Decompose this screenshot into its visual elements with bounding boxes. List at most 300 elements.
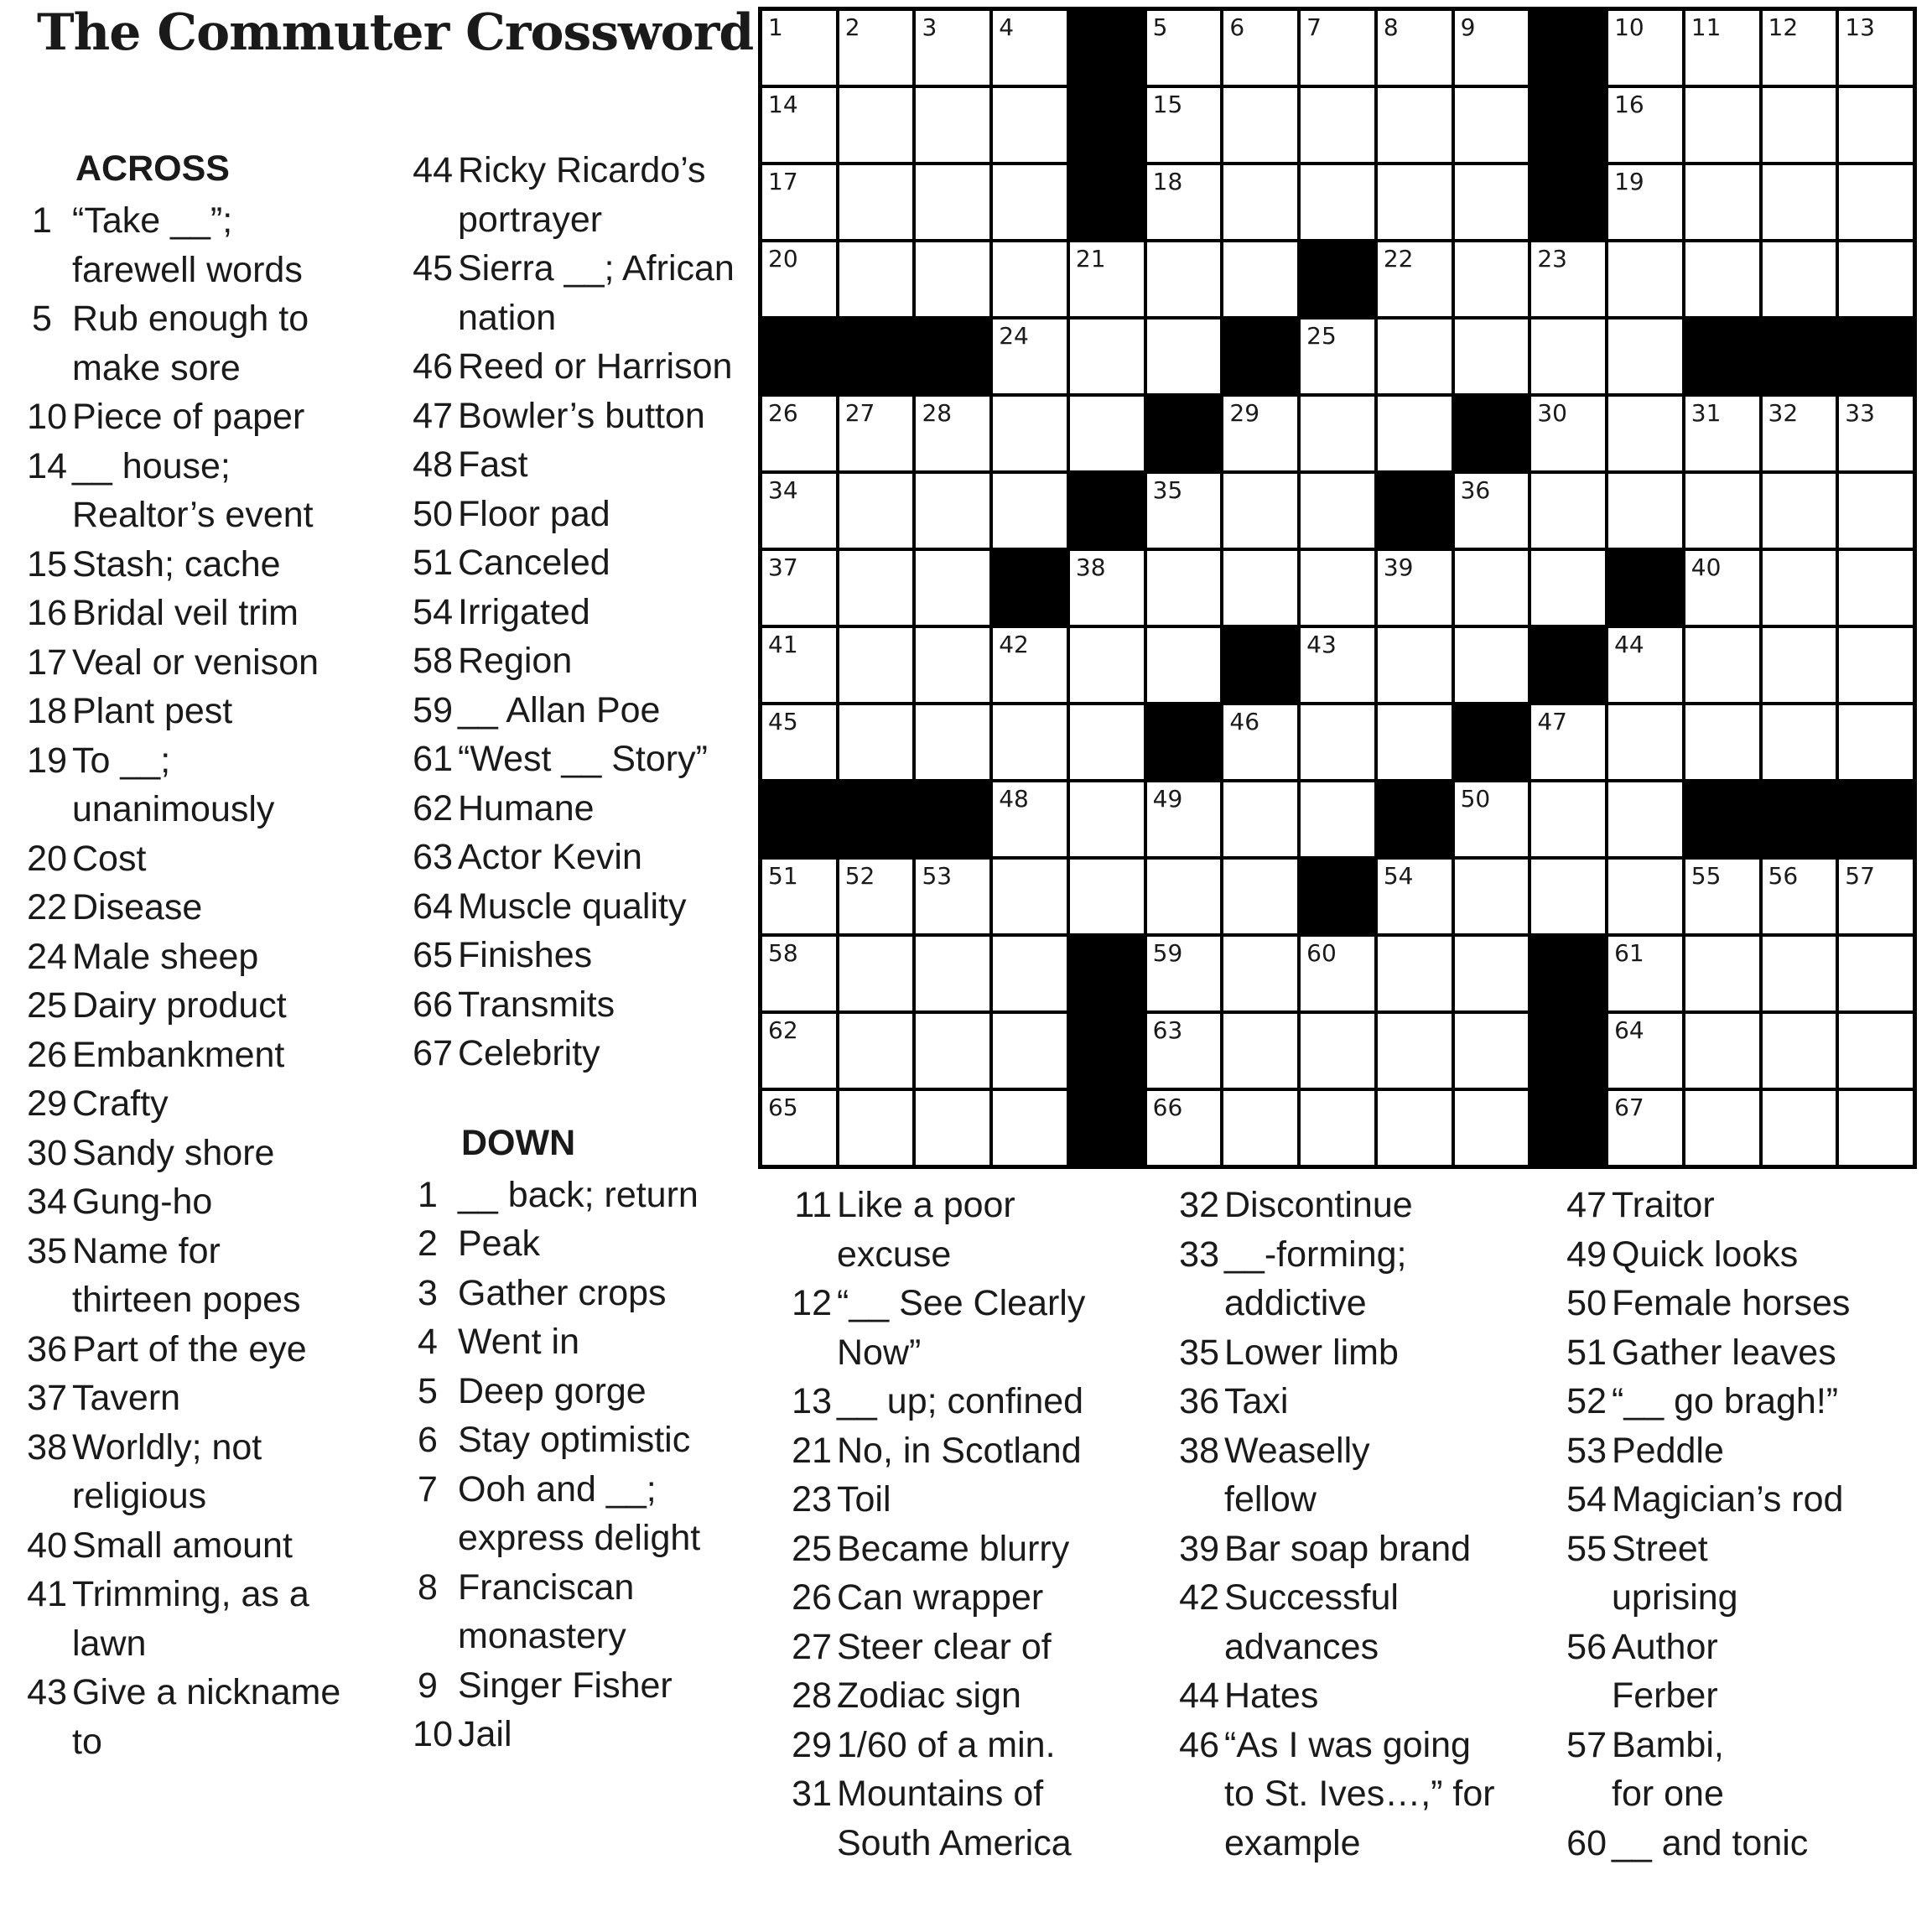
grid-cell[interactable] (762, 88, 836, 162)
grid-cell[interactable] (1223, 474, 1297, 548)
clue-number: 33 (1179, 1234, 1219, 1275)
grid-cell[interactable] (1839, 11, 1913, 85)
grid-cell[interactable] (1685, 628, 1759, 702)
clue-number: 51 (413, 543, 453, 583)
clue-number: 7 (418, 1468, 438, 1509)
grid-cell[interactable] (1301, 551, 1374, 625)
grid-cell[interactable] (1070, 705, 1144, 779)
grid-cell[interactable] (916, 860, 989, 933)
cell-number: 14 (768, 91, 798, 118)
clue-number: 3 (418, 1272, 438, 1313)
grid-cell[interactable] (916, 397, 989, 470)
grid-cell[interactable] (762, 628, 836, 702)
clue-item (1167, 1181, 1536, 1230)
grid-cell[interactable] (1839, 88, 1913, 162)
grid-cell[interactable] (839, 1014, 913, 1088)
cell-number: 48 (999, 785, 1029, 813)
grid-cell[interactable] (1378, 320, 1452, 393)
clue-text (1608, 1721, 1924, 1819)
clue-number: 19 (27, 740, 67, 781)
grid-cell[interactable] (1223, 705, 1297, 779)
grid-cell[interactable] (1378, 1091, 1452, 1165)
grid-cell[interactable] (1070, 860, 1144, 933)
grid-cell[interactable] (1763, 1091, 1836, 1165)
grid-cell[interactable] (1301, 1014, 1374, 1088)
clue-text (1608, 1623, 1924, 1721)
clue-text-line: Irrigated (458, 591, 590, 632)
grid-cell[interactable] (762, 11, 836, 85)
grid-cell[interactable] (1608, 782, 1682, 856)
clue-text (834, 1769, 1149, 1868)
cell-number: 1 (768, 13, 783, 41)
clue-text-line: Region (458, 641, 573, 681)
clue-text-line: Canceled (458, 543, 610, 583)
clue-text-line: Toil (837, 1479, 891, 1520)
grid-cell[interactable] (1685, 705, 1759, 779)
grid-cell[interactable] (1763, 397, 1836, 470)
cell-number: 12 (1768, 13, 1799, 41)
grid-cell-black (1763, 782, 1836, 856)
grid-cell[interactable] (993, 628, 1067, 702)
grid-cell[interactable] (1147, 320, 1221, 393)
clue-text (454, 1710, 753, 1759)
cell-number: 33 (1845, 399, 1875, 427)
grid-cell[interactable] (1608, 628, 1682, 702)
grid-cell-black (1839, 782, 1913, 856)
grid-cell[interactable] (1147, 474, 1221, 548)
clue-text-line: Quick looks (1612, 1234, 1799, 1275)
grid-cell[interactable] (1301, 88, 1374, 162)
grid-cell[interactable] (993, 782, 1067, 856)
clue-item (15, 1129, 376, 1178)
grid-cell[interactable] (1147, 551, 1221, 625)
grid-cell[interactable] (993, 165, 1067, 239)
grid-cell[interactable] (1070, 551, 1144, 625)
grid-cell[interactable] (916, 937, 989, 1010)
grid-cell[interactable] (1147, 860, 1221, 933)
grid-cell[interactable] (1763, 474, 1836, 548)
grid-cell[interactable] (1531, 474, 1605, 548)
clue-text-line: “__ See Clearly (837, 1283, 1086, 1323)
grid-cell[interactable] (1378, 11, 1452, 85)
clue-item (15, 1079, 376, 1129)
grid-cell[interactable] (1685, 1091, 1759, 1165)
clue-number: 14 (27, 445, 67, 486)
grid-cell[interactable] (1378, 628, 1452, 702)
grid-cell[interactable] (1223, 1014, 1297, 1088)
grid-cell[interactable] (1608, 474, 1682, 548)
grid-cell[interactable] (839, 474, 913, 548)
clue-text (454, 490, 753, 539)
grid-cell[interactable] (1839, 551, 1913, 625)
grid-cell[interactable] (1301, 1091, 1374, 1165)
grid-cell[interactable] (1763, 165, 1836, 239)
clue-number: 53 (1566, 1430, 1607, 1471)
clue-number: 32 (1179, 1185, 1219, 1225)
grid-cell[interactable] (1301, 474, 1374, 548)
grid-cell[interactable] (1455, 320, 1529, 393)
grid-cell[interactable] (993, 705, 1067, 779)
grid-cell[interactable] (1763, 628, 1836, 702)
clue-text-line: __ Allan Poe (458, 689, 661, 730)
grid-cell[interactable] (1839, 1014, 1913, 1088)
grid-cell[interactable] (993, 320, 1067, 393)
grid-cell[interactable] (1223, 11, 1297, 85)
crossword-grid (758, 7, 1917, 1169)
clue-number: 46 (413, 346, 453, 387)
clue-text-line: advances (1224, 1626, 1379, 1667)
clue-number: 49 (1566, 1234, 1607, 1275)
grid-cell[interactable] (916, 88, 989, 162)
clue-text-line: Realtor’s event (72, 495, 314, 535)
grid-cell[interactable] (839, 628, 913, 702)
grid-cell[interactable] (762, 705, 836, 779)
grid-cell[interactable] (1455, 474, 1529, 548)
grid-cell[interactable] (1455, 165, 1529, 239)
grid-cell[interactable] (916, 474, 989, 548)
grid-cell[interactable] (1223, 782, 1297, 856)
clue-text (69, 1668, 376, 1766)
grid-cell[interactable] (1608, 320, 1682, 393)
clue-text-line: lawn (72, 1623, 147, 1664)
clue-text-line: Traitor (1612, 1185, 1715, 1225)
clue-text (454, 440, 753, 490)
clue-item (401, 1563, 753, 1661)
cell-number: 11 (1690, 13, 1722, 41)
grid-cell[interactable] (1685, 1014, 1759, 1088)
grid-cell[interactable] (1763, 937, 1836, 1010)
grid-cell[interactable] (1147, 1091, 1221, 1165)
clue-text-line: Worldly; not (72, 1426, 262, 1468)
grid-cell[interactable] (1455, 242, 1529, 316)
grid-cell[interactable] (1839, 628, 1913, 702)
grid-cell[interactable] (1455, 551, 1529, 625)
grid-cell[interactable] (1378, 397, 1452, 470)
grid-cell[interactable] (762, 474, 836, 548)
clue-text-line: “As I was going (1224, 1724, 1471, 1765)
clue-number: 50 (1566, 1283, 1607, 1323)
grid-cell[interactable] (839, 937, 913, 1010)
clue-number: 25 (792, 1528, 832, 1569)
clue-text-line: Tavern (72, 1378, 181, 1418)
grid-cell[interactable] (1223, 937, 1297, 1010)
clue-text (1608, 1328, 1924, 1378)
grid-cell[interactable] (1685, 937, 1759, 1010)
grid-cell[interactable] (1147, 88, 1221, 162)
clue-item (1167, 1721, 1536, 1868)
grid-cell[interactable] (1531, 320, 1605, 393)
clue-text-line: Street (1612, 1528, 1708, 1569)
grid-cell[interactable] (1531, 242, 1605, 316)
grid-cell[interactable] (1378, 551, 1452, 625)
grid-cell[interactable] (1685, 88, 1759, 162)
clue-item (401, 784, 753, 834)
clue-text-line: Crafty (72, 1083, 169, 1124)
grid-cell[interactable] (1455, 937, 1529, 1010)
clue-item (401, 588, 753, 637)
grid-cell[interactable] (1301, 937, 1374, 1010)
grid-cell[interactable] (1301, 782, 1374, 856)
grid-cell[interactable] (1378, 705, 1452, 779)
clue-text (1221, 1721, 1536, 1868)
grid-cell[interactable] (762, 242, 836, 316)
grid-cell[interactable] (839, 88, 913, 162)
cell-number: 53 (922, 862, 953, 890)
grid-cell[interactable] (1839, 397, 1913, 470)
grid-cell[interactable] (993, 937, 1067, 1010)
grid-cell[interactable] (762, 1091, 836, 1165)
grid-cell[interactable] (1763, 705, 1836, 779)
grid-cell[interactable] (1147, 1014, 1221, 1088)
grid-cell[interactable] (1147, 242, 1221, 316)
grid-cell[interactable] (1685, 551, 1759, 625)
clue-text (454, 784, 753, 834)
grid-cell[interactable] (1531, 397, 1605, 470)
grid-cell[interactable] (762, 165, 836, 239)
grid-cell[interactable] (916, 1014, 989, 1088)
grid-cell[interactable] (762, 860, 836, 933)
grid-cell[interactable] (1839, 705, 1913, 779)
grid-cell[interactable] (1070, 320, 1144, 393)
grid-cell-black (762, 782, 836, 856)
grid-cell[interactable] (1763, 1014, 1836, 1088)
clue-text (69, 1129, 376, 1178)
grid-cell[interactable] (1839, 474, 1913, 548)
grid-cell[interactable] (1223, 397, 1297, 470)
clue-text (834, 1181, 1149, 1279)
clue-text-line: Disease (72, 887, 203, 927)
clue-list (780, 1181, 1149, 1868)
clue-number: 64 (413, 886, 453, 927)
cell-number: 15 (1152, 91, 1183, 118)
grid-cell[interactable] (762, 1014, 836, 1088)
grid-cell[interactable] (1223, 551, 1297, 625)
clue-text-line: Discontinue (1224, 1185, 1413, 1225)
grid-cell[interactable] (1223, 88, 1297, 162)
clue-item (15, 1031, 376, 1080)
clue-item (1167, 1573, 1536, 1671)
grid-cell[interactable] (1378, 88, 1452, 162)
grid-cell[interactable] (916, 705, 989, 779)
clue-item (1167, 1671, 1536, 1721)
grid-cell[interactable] (1531, 551, 1605, 625)
grid-cell[interactable] (916, 165, 989, 239)
grid-cell-black (1147, 705, 1221, 779)
grid-cell[interactable] (1147, 782, 1221, 856)
clue-text-line: Gung-ho (72, 1182, 213, 1222)
cell-number: 13 (1845, 13, 1875, 41)
clue-item (401, 980, 753, 1030)
grid-cell[interactable] (1763, 242, 1836, 316)
grid-cell[interactable] (1301, 11, 1374, 85)
grid-cell[interactable] (916, 242, 989, 316)
grid-cell[interactable] (839, 860, 913, 933)
clue-number: 54 (1566, 1479, 1607, 1520)
grid-cell[interactable] (1301, 705, 1374, 779)
clue-text-line: “__ go bragh!” (1612, 1381, 1839, 1421)
grid-cell[interactable] (1531, 782, 1605, 856)
clue-item (401, 538, 753, 588)
clue-text (454, 1465, 753, 1563)
clue-text-line: Fast (458, 444, 528, 485)
grid-cell[interactable] (1223, 242, 1297, 316)
grid-cell[interactable] (1839, 242, 1913, 316)
clue-text-line: Successful (1224, 1577, 1399, 1618)
grid-cell[interactable] (1070, 397, 1144, 470)
clue-number: 66 (413, 984, 453, 1025)
grid-cell[interactable] (1455, 88, 1529, 162)
clue-text-line: Sierra __; African (458, 248, 735, 288)
grid-cell[interactable] (1378, 1014, 1452, 1088)
grid-cell[interactable] (1608, 705, 1682, 779)
grid-cell[interactable] (839, 11, 913, 85)
clue-text-line: Finishes (458, 935, 593, 975)
grid-cell[interactable] (1608, 1014, 1682, 1088)
grid-cell[interactable] (762, 937, 836, 1010)
grid-cell[interactable] (1378, 242, 1452, 316)
clue-text (1221, 1377, 1536, 1426)
grid-cell[interactable] (1685, 165, 1759, 239)
grid-cell[interactable] (1685, 397, 1759, 470)
grid-cell[interactable] (1147, 165, 1221, 239)
clue-text (834, 1573, 1149, 1623)
grid-cell[interactable] (916, 11, 989, 85)
clue-number: 34 (27, 1182, 67, 1222)
grid-cell[interactable] (993, 88, 1067, 162)
clue-text (69, 1521, 376, 1571)
grid-cell-black (1070, 11, 1144, 85)
clue-number: 4 (418, 1322, 438, 1362)
grid-cell[interactable] (1301, 165, 1374, 239)
grid-cell[interactable] (993, 1091, 1067, 1165)
grid-cell[interactable] (1223, 860, 1297, 933)
grid-cell[interactable] (993, 242, 1067, 316)
grid-cell[interactable] (993, 397, 1067, 470)
grid-cell[interactable] (839, 242, 913, 316)
clue-text-line: Bowler’s button (458, 395, 705, 436)
grid-cell[interactable] (1531, 860, 1605, 933)
clue-text (1608, 1181, 1924, 1230)
grid-cell[interactable] (1147, 628, 1221, 702)
cell-number: 67 (1614, 1094, 1644, 1121)
cell-number: 27 (844, 399, 875, 427)
grid-cell[interactable] (1839, 937, 1913, 1010)
grid-cell[interactable] (762, 551, 836, 625)
grid-cell[interactable] (1147, 937, 1221, 1010)
grid-cell[interactable] (1455, 782, 1529, 856)
grid-cell[interactable] (1531, 705, 1605, 779)
clue-item (15, 1570, 376, 1668)
clue-number: 10 (413, 1714, 453, 1754)
clue-item (780, 1475, 1149, 1525)
clue-item (401, 1269, 753, 1318)
grid-cell[interactable] (839, 397, 913, 470)
grid-cell[interactable] (1839, 860, 1913, 933)
grid-cell-black (1301, 860, 1374, 933)
clue-text (69, 1423, 376, 1521)
clue-number: 1 (418, 1174, 438, 1215)
grid-cell[interactable] (1455, 1091, 1529, 1165)
grid-cell[interactable] (1070, 782, 1144, 856)
grid-cell[interactable] (1608, 165, 1682, 239)
clue-item (401, 392, 753, 441)
grid-cell[interactable] (1223, 165, 1297, 239)
grid-cell[interactable] (1455, 1014, 1529, 1088)
grid-cell[interactable] (993, 1014, 1067, 1088)
grid-cell[interactable] (1070, 628, 1144, 702)
grid-cell[interactable] (1685, 11, 1759, 85)
grid-cell[interactable] (839, 1091, 913, 1165)
grid-cell[interactable] (1378, 937, 1452, 1010)
clue-text (69, 687, 376, 736)
grid-cell[interactable] (1608, 1091, 1682, 1165)
clue-text (69, 540, 376, 590)
grid-cell[interactable] (916, 551, 989, 625)
clue-number: 27 (792, 1626, 832, 1667)
grid-cell[interactable] (1685, 860, 1759, 933)
grid-cell[interactable] (1608, 88, 1682, 162)
grid-cell[interactable] (1301, 628, 1374, 702)
cell-number: 58 (768, 939, 798, 967)
clue-number: 37 (27, 1378, 67, 1418)
grid-cell[interactable] (993, 474, 1067, 548)
grid-cell[interactable] (1763, 11, 1836, 85)
grid-cell[interactable] (1608, 937, 1682, 1010)
grid-cell[interactable] (839, 705, 913, 779)
across-clues-column-2 (401, 146, 753, 1759)
grid-cell[interactable] (1763, 88, 1836, 162)
grid-cell[interactable] (1608, 242, 1682, 316)
grid-cell[interactable] (1455, 860, 1529, 933)
grid-cell[interactable] (1763, 860, 1836, 933)
grid-cell[interactable] (1685, 242, 1759, 316)
grid-cell[interactable] (839, 551, 913, 625)
clue-item (15, 540, 376, 590)
grid-cell[interactable] (1147, 11, 1221, 85)
grid-cell[interactable] (1455, 628, 1529, 702)
clue-item (401, 244, 753, 342)
grid-cell[interactable] (1223, 1091, 1297, 1165)
grid-cell[interactable] (993, 11, 1067, 85)
grid-cell[interactable] (916, 628, 989, 702)
clue-item (401, 1416, 753, 1465)
clue-number: 2 (418, 1223, 438, 1264)
grid-cell[interactable] (1839, 1091, 1913, 1165)
grid-cell[interactable] (1608, 11, 1682, 85)
grid-cell[interactable] (916, 1091, 989, 1165)
grid-cell[interactable] (1301, 397, 1374, 470)
grid-cell[interactable] (1455, 11, 1529, 85)
cell-number: 46 (1229, 708, 1260, 735)
grid-cell[interactable] (1070, 242, 1144, 316)
grid-cell[interactable] (993, 860, 1067, 933)
grid-cell[interactable] (839, 165, 913, 239)
grid-cell[interactable] (1608, 397, 1682, 470)
grid-cell[interactable] (762, 397, 836, 470)
grid-cell[interactable] (1378, 860, 1452, 933)
grid-cell[interactable] (1839, 165, 1913, 239)
grid-cell[interactable] (1608, 860, 1682, 933)
cell-number: 63 (1152, 1016, 1183, 1044)
grid-cell[interactable] (1378, 165, 1452, 239)
clue-text (1221, 1181, 1536, 1230)
clue-text-line: __ and tonic (1612, 1822, 1809, 1863)
puzzle-title: The Commuter Crossword (37, 3, 754, 62)
clue-number: 31 (792, 1774, 832, 1814)
grid-cell[interactable] (1685, 474, 1759, 548)
grid-cell[interactable] (1301, 320, 1374, 393)
grid-cell[interactable] (1763, 551, 1836, 625)
